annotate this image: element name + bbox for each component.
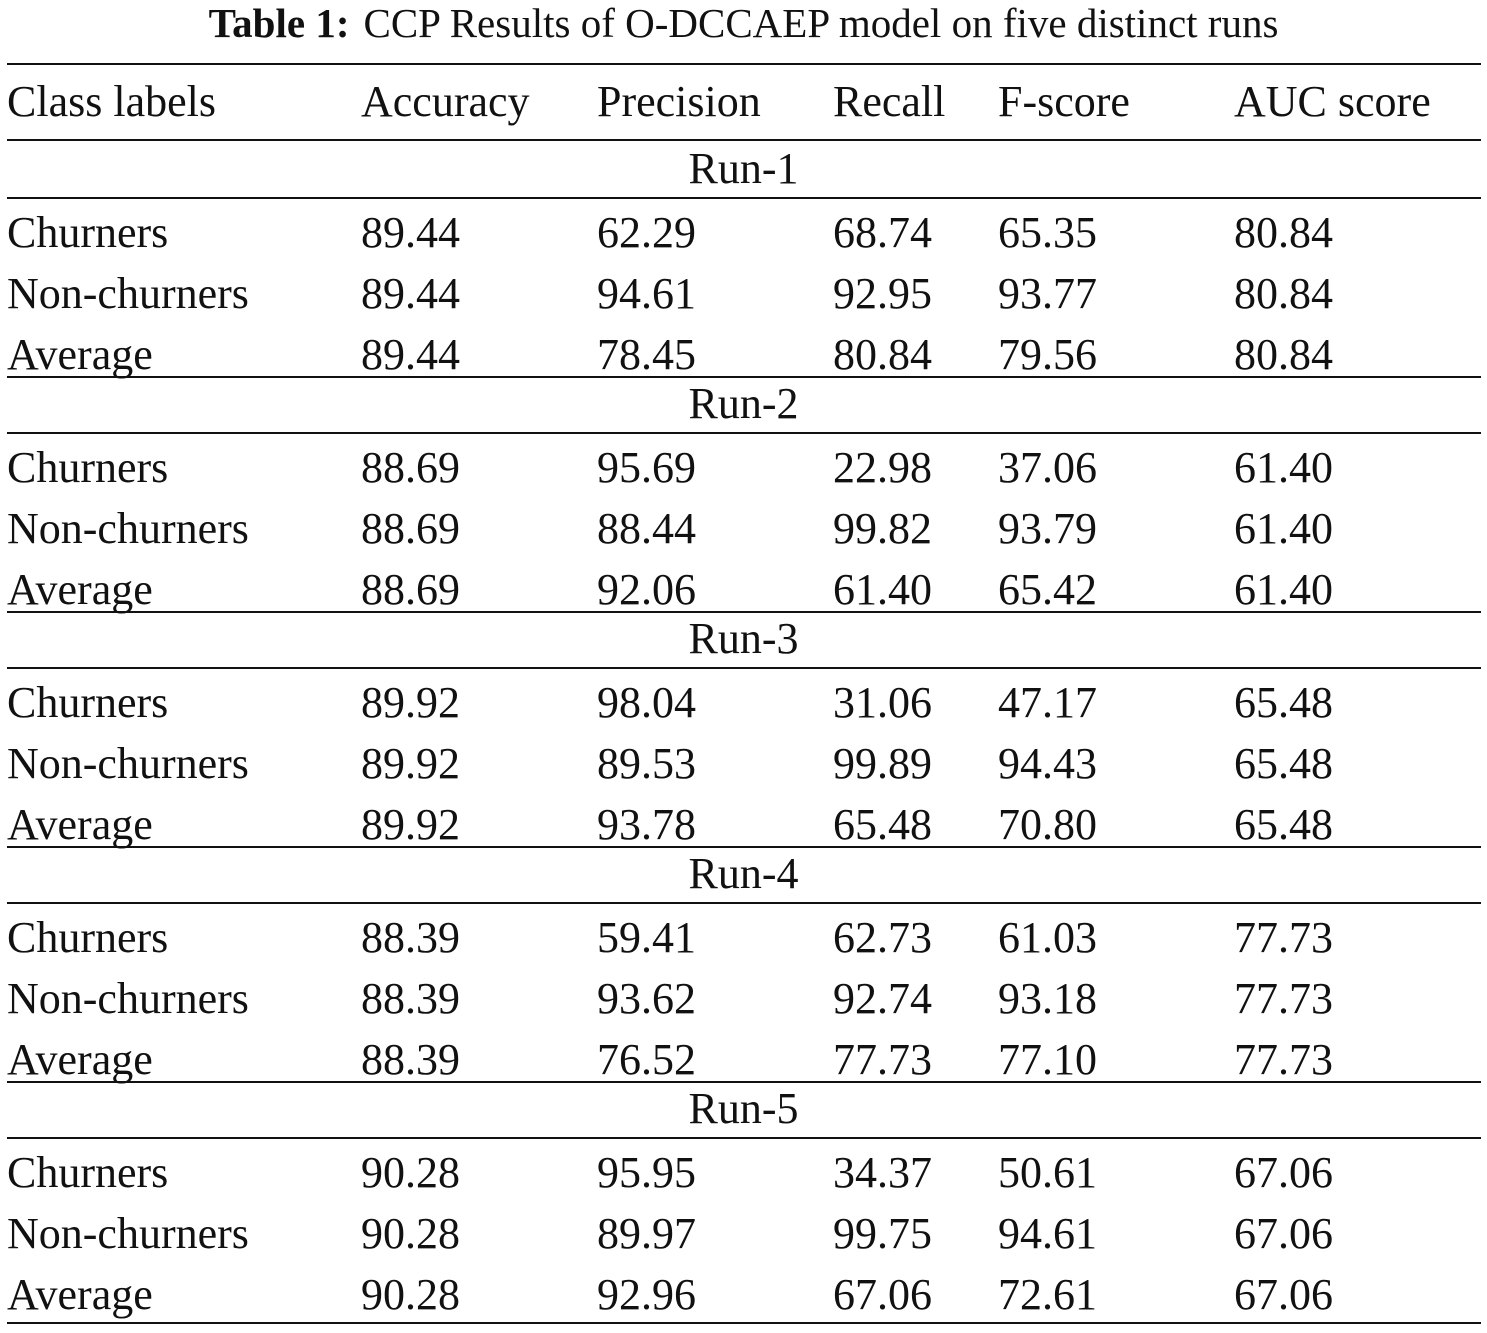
cell-recall: 99.75 [833, 1209, 932, 1258]
cell-precision: 92.96 [597, 1270, 696, 1319]
cell-f-score: 37.06 [998, 443, 1097, 492]
cell-f-score: 65.42 [998, 565, 1097, 614]
cell-f-score: 79.56 [998, 330, 1097, 379]
cell-accuracy: 89.92 [361, 800, 460, 849]
run-title-rule [7, 197, 1481, 199]
run-title-rule [7, 902, 1481, 904]
cell-class-label: Churners [7, 1148, 169, 1197]
header-class-labels: Class labels [7, 77, 216, 126]
cell-auc-score: 67.06 [1234, 1209, 1333, 1258]
cell-class-label: Average [7, 1270, 153, 1319]
cell-auc-score: 65.48 [1234, 739, 1333, 788]
cell-accuracy: 88.39 [361, 974, 460, 1023]
table-row [0, 733, 1487, 794]
cell-recall: 22.98 [833, 443, 932, 492]
cell-class-label: Average [7, 800, 153, 849]
cell-class-label: Churners [7, 208, 169, 257]
cell-recall: 92.95 [833, 269, 932, 318]
run-title: Run-1 [688, 144, 799, 193]
cell-recall: 99.82 [833, 504, 932, 553]
cell-precision: 76.52 [597, 1035, 696, 1084]
cell-precision: 78.45 [597, 330, 696, 379]
cell-recall: 80.84 [833, 330, 932, 379]
cell-f-score: 47.17 [998, 678, 1097, 727]
cell-precision: 93.62 [597, 974, 696, 1023]
cell-recall: 92.74 [833, 974, 932, 1023]
table-bottom-rule [7, 1322, 1481, 1324]
cell-class-label: Churners [7, 678, 169, 727]
cell-accuracy: 88.69 [361, 504, 460, 553]
header-accuracy: Accuracy [361, 77, 530, 126]
cell-recall: 65.48 [833, 800, 932, 849]
cell-accuracy: 89.92 [361, 678, 460, 727]
cell-class-label: Non-churners [7, 1209, 249, 1258]
cell-f-score: 94.61 [998, 1209, 1097, 1258]
cell-class-label: Average [7, 565, 153, 614]
header-recall: Recall [833, 77, 946, 126]
run-title: Run-3 [688, 614, 799, 663]
cell-precision: 92.06 [597, 565, 696, 614]
cell-precision: 93.78 [597, 800, 696, 849]
table-caption [0, 0, 1487, 48]
cell-recall: 34.37 [833, 1148, 932, 1197]
run-title: Run-4 [688, 849, 799, 898]
cell-auc-score: 77.73 [1234, 1035, 1333, 1084]
cell-precision: 59.41 [597, 913, 696, 962]
cell-accuracy: 90.28 [361, 1270, 460, 1319]
cell-auc-score: 61.40 [1234, 443, 1333, 492]
table-row [0, 1264, 1487, 1325]
cell-recall: 77.73 [833, 1035, 932, 1084]
cell-class-label: Non-churners [7, 974, 249, 1023]
header-auc-score: AUC score [1234, 77, 1431, 126]
cell-precision: 95.69 [597, 443, 696, 492]
cell-f-score: 50.61 [998, 1148, 1097, 1197]
table-row [0, 968, 1487, 1029]
cell-precision: 98.04 [597, 678, 696, 727]
cell-auc-score: 80.84 [1234, 269, 1333, 318]
cell-auc-score: 67.06 [1234, 1270, 1333, 1319]
cell-class-label: Non-churners [7, 504, 249, 553]
cell-class-label: Non-churners [7, 739, 249, 788]
cell-recall: 31.06 [833, 678, 932, 727]
cell-f-score: 72.61 [998, 1270, 1097, 1319]
cell-auc-score: 77.73 [1234, 974, 1333, 1023]
table-row [0, 1142, 1487, 1203]
cell-accuracy: 90.28 [361, 1209, 460, 1258]
table-row [0, 498, 1487, 559]
cell-class-label: Non-churners [7, 269, 249, 318]
cell-f-score: 61.03 [998, 913, 1097, 962]
run-title-rule [7, 1137, 1481, 1139]
cell-f-score: 77.10 [998, 1035, 1097, 1084]
cell-precision: 95.95 [597, 1148, 696, 1197]
run-title: Run-2 [688, 379, 799, 428]
cell-recall: 61.40 [833, 565, 932, 614]
table-row [0, 907, 1487, 968]
header-f-score: F-score [998, 77, 1130, 126]
cell-f-score: 93.77 [998, 269, 1097, 318]
cell-f-score: 70.80 [998, 800, 1097, 849]
cell-f-score: 65.35 [998, 208, 1097, 257]
cell-accuracy: 89.92 [361, 739, 460, 788]
cell-recall: 99.89 [833, 739, 932, 788]
cell-f-score: 93.18 [998, 974, 1097, 1023]
cell-precision: 89.97 [597, 1209, 696, 1258]
cell-auc-score: 65.48 [1234, 800, 1333, 849]
cell-precision: 89.53 [597, 739, 696, 788]
cell-class-label: Average [7, 1035, 153, 1084]
cell-precision: 94.61 [597, 269, 696, 318]
cell-auc-score: 61.40 [1234, 565, 1333, 614]
table-row [0, 263, 1487, 324]
cell-auc-score: 80.84 [1234, 330, 1333, 379]
table-caption-text: CCP Results of O-DCCAEP model on five distinct runs [363, 0, 1279, 46]
table-row [0, 1203, 1487, 1264]
cell-auc-score: 77.73 [1234, 913, 1333, 962]
run-title: Run-5 [688, 1084, 799, 1133]
cell-accuracy: 88.69 [361, 565, 460, 614]
cell-accuracy: 89.44 [361, 269, 460, 318]
cell-class-label: Churners [7, 443, 169, 492]
cell-precision: 88.44 [597, 504, 696, 553]
table-caption-label: Table 1: [208, 0, 350, 46]
table-row [0, 672, 1487, 733]
cell-accuracy: 89.44 [361, 330, 460, 379]
cell-accuracy: 88.39 [361, 1035, 460, 1084]
cell-accuracy: 90.28 [361, 1148, 460, 1197]
cell-auc-score: 67.06 [1234, 1148, 1333, 1197]
run-title-rule [7, 432, 1481, 434]
cell-recall: 67.06 [833, 1270, 932, 1319]
cell-auc-score: 61.40 [1234, 504, 1333, 553]
cell-recall: 68.74 [833, 208, 932, 257]
header-precision: Precision [597, 77, 761, 126]
cell-precision: 62.29 [597, 208, 696, 257]
cell-accuracy: 88.39 [361, 913, 460, 962]
run-title-rule [7, 667, 1481, 669]
cell-f-score: 93.79 [998, 504, 1097, 553]
table-header-row [0, 71, 1487, 132]
table-row [0, 202, 1487, 263]
cell-auc-score: 65.48 [1234, 678, 1333, 727]
cell-class-label: Churners [7, 913, 169, 962]
cell-accuracy: 88.69 [361, 443, 460, 492]
table-top-rule [7, 63, 1481, 65]
cell-class-label: Average [7, 330, 153, 379]
table-row [0, 437, 1487, 498]
cell-auc-score: 80.84 [1234, 208, 1333, 257]
cell-recall: 62.73 [833, 913, 932, 962]
cell-accuracy: 89.44 [361, 208, 460, 257]
cell-f-score: 94.43 [998, 739, 1097, 788]
